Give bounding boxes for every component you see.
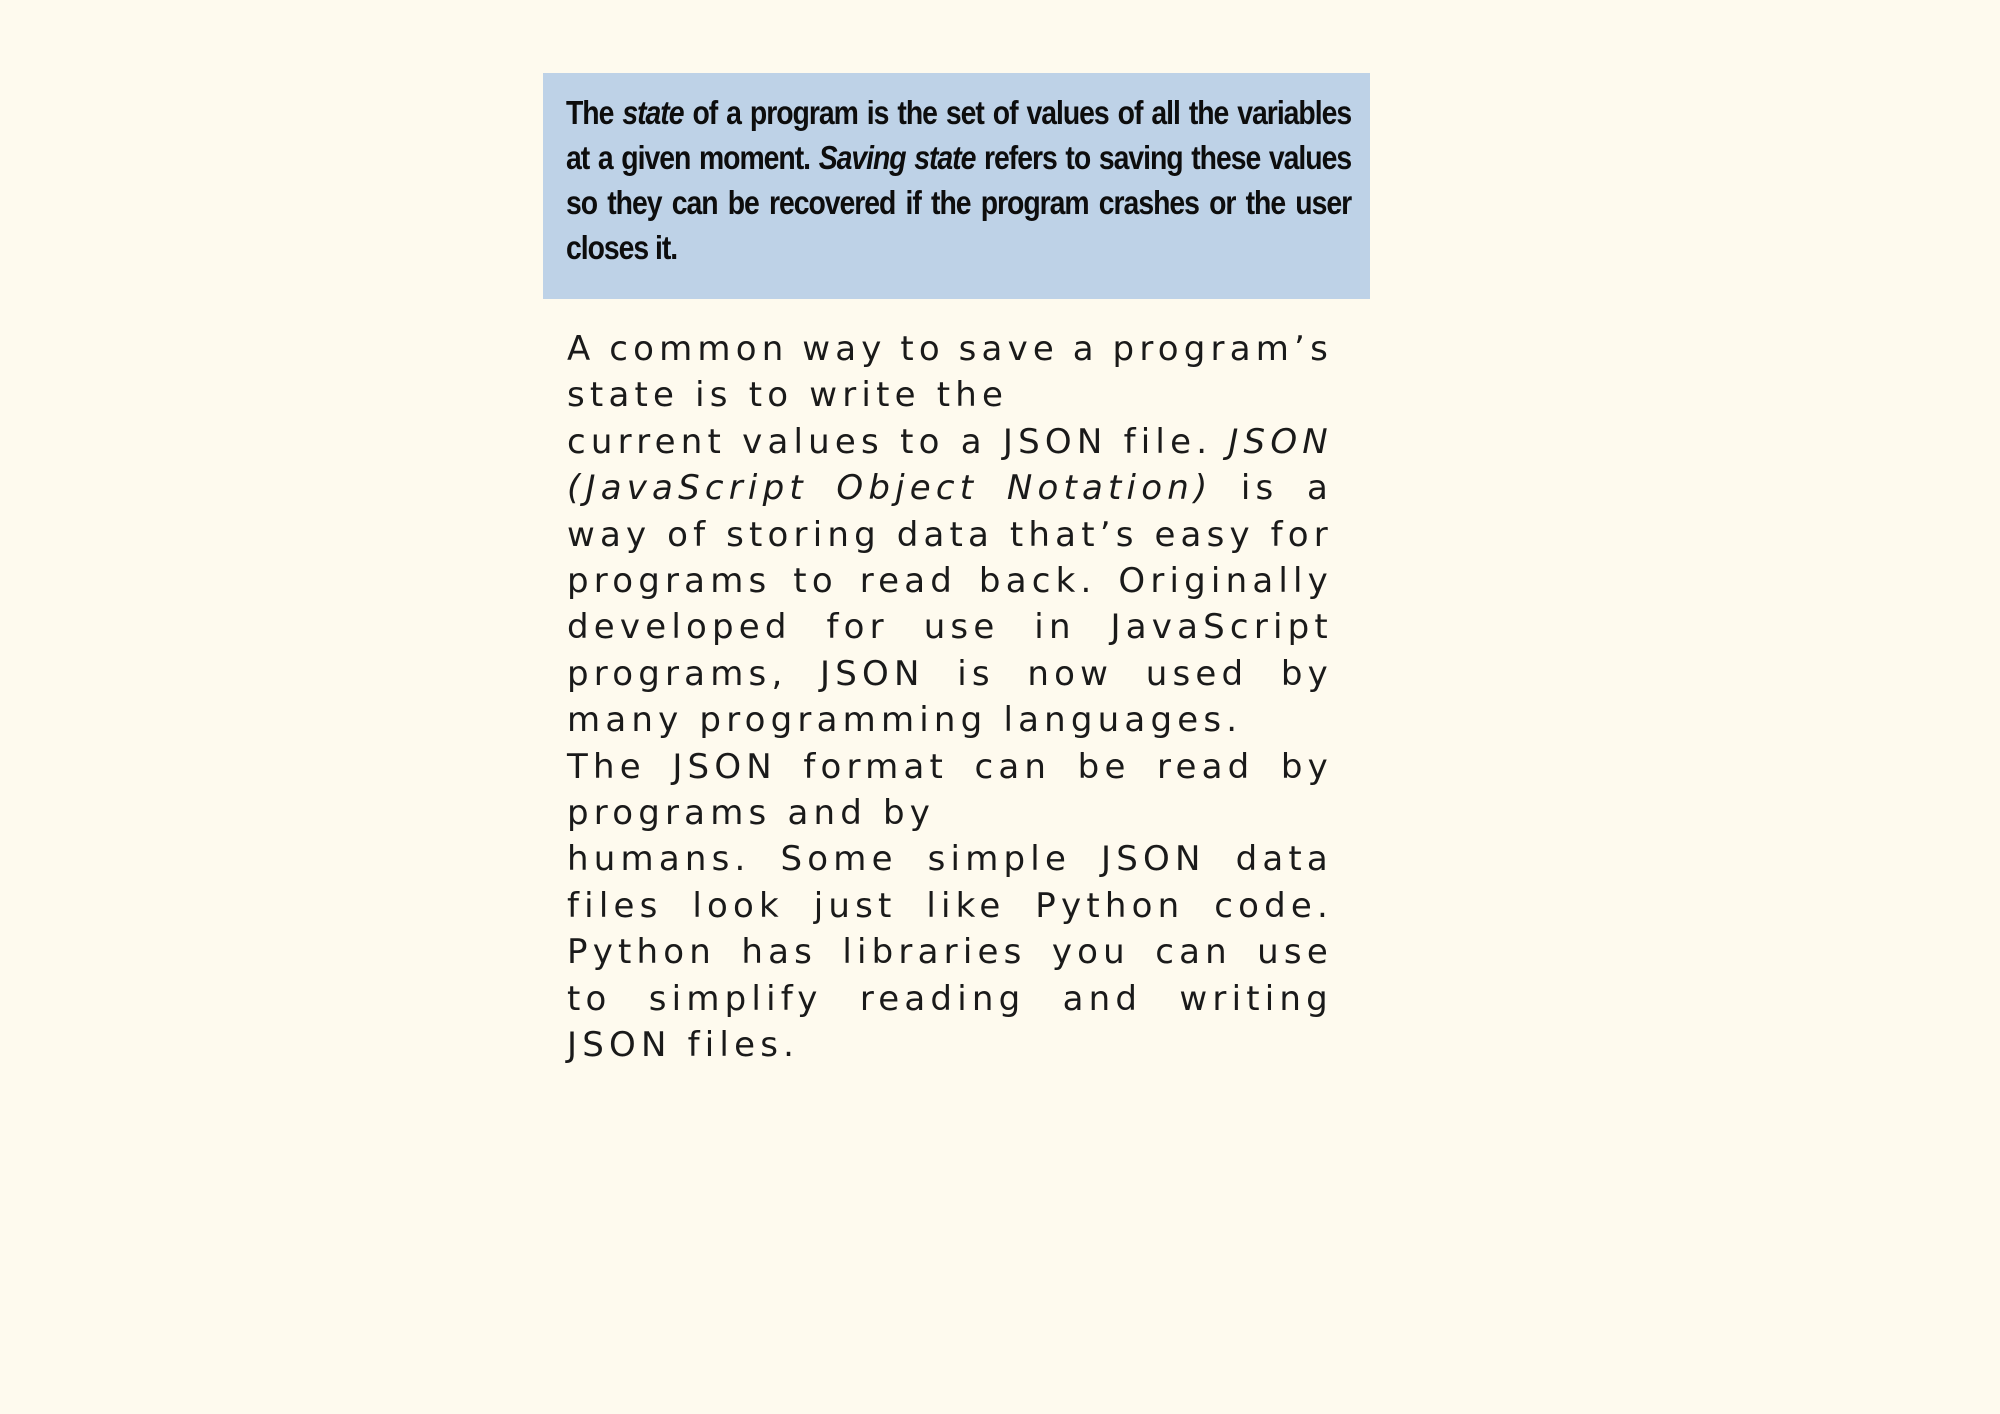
body-word: Python [567, 932, 717, 973]
body-word: common [609, 329, 789, 369]
definition-callout [543, 73, 1370, 299]
body-line-text: JSON files. [567, 1025, 800, 1066]
body-line [567, 604, 1333, 650]
body-word: simplify [648, 978, 823, 1019]
body-word: to [900, 421, 945, 462]
body-word: by [1280, 653, 1333, 694]
body-line [567, 744, 1333, 790]
body-word: JSON [820, 653, 925, 694]
body-line-text: many programming languages. [567, 700, 1243, 741]
body-word: now [1027, 653, 1114, 694]
body-word: for [826, 607, 889, 648]
body-word: The [567, 746, 646, 787]
body-line [567, 790, 1333, 836]
body-word: developed [567, 607, 792, 648]
callout-text-part: refers to saving these values so they can be recovered if the program crashes or the user closes it. [566, 139, 1352, 266]
body-word: save [958, 329, 1060, 369]
body-line [567, 651, 1333, 697]
body-word: can [1155, 932, 1232, 973]
body-line [567, 976, 1333, 1022]
body-word: reading [859, 978, 1026, 1019]
body-line [567, 697, 1333, 743]
body-line [567, 836, 1333, 882]
body-word: by [1280, 746, 1333, 787]
body-word: that’s [1009, 514, 1139, 555]
body-word: and [1062, 978, 1143, 1019]
body-word: program’s [1112, 329, 1333, 369]
body-word: Originally [1118, 561, 1333, 602]
body-word: data [1235, 839, 1333, 880]
body-word: of [667, 514, 711, 555]
body-word: code. [1214, 885, 1333, 926]
body-word: programs [567, 561, 772, 602]
callout-text-part: The [566, 94, 623, 131]
body-line [567, 1022, 1333, 1068]
body-line-text: programs and by [567, 793, 936, 834]
body-word: to [900, 329, 945, 369]
body-word: simple [927, 839, 1072, 880]
body-word: humans. [567, 839, 751, 880]
body-word: use [1257, 932, 1333, 973]
body-word: JSON [672, 746, 777, 787]
body-line [567, 372, 1333, 418]
body-word: a [1072, 329, 1099, 369]
body-word: way [567, 514, 652, 555]
body-word: A [567, 329, 596, 369]
body-word: a [1306, 468, 1333, 509]
body-word: way [802, 329, 887, 369]
body-word: is [1240, 468, 1279, 509]
body-word: writing [1179, 978, 1333, 1019]
body-word: file. [1123, 421, 1213, 462]
body-line [567, 419, 1333, 465]
body-word: back. [978, 561, 1097, 602]
body-word: a [960, 421, 987, 462]
body-word: format [803, 746, 949, 787]
body-word: look [692, 885, 784, 926]
body-word: use [923, 607, 1000, 648]
body-line [567, 512, 1333, 558]
body-word: just [813, 885, 897, 926]
body-line [567, 326, 1333, 372]
body-word: in [1034, 607, 1076, 648]
body-word: values [742, 421, 884, 462]
body-word: be [1077, 746, 1131, 787]
body-word: libraries [842, 932, 1027, 973]
body-word: current [567, 421, 727, 462]
body-word: programs, [567, 653, 788, 694]
callout-text-part: of a program is the set of values of all the variables at a given moment. [566, 94, 1352, 176]
body-line [567, 929, 1333, 975]
body-word: used [1145, 653, 1249, 694]
body-word: read [859, 561, 958, 602]
body-word: easy [1154, 514, 1255, 555]
callout-text [566, 90, 1351, 270]
body-word: Some [780, 839, 898, 880]
body-word: read [1157, 746, 1255, 787]
body-term-json: JSON [1228, 421, 1333, 462]
body-paragraphs [567, 326, 1333, 1069]
body-word: JSON [1002, 421, 1108, 462]
body-word: you [1051, 932, 1130, 973]
body-line-text: state is to write the [567, 375, 1009, 416]
body-word: is [957, 653, 995, 694]
body-word: data [896, 514, 995, 555]
body-word: has [741, 932, 818, 973]
body-word: Object [836, 468, 979, 509]
body-line [567, 883, 1333, 929]
body-word: to [793, 561, 838, 602]
callout-term-saving-state: Saving state [818, 139, 976, 176]
body-word: JSON [1101, 839, 1206, 880]
body-word: JavaScript [1110, 607, 1333, 648]
body-word: can [974, 746, 1052, 787]
body-word: files [567, 885, 663, 926]
body-word: for [1270, 514, 1333, 555]
body-line [567, 465, 1333, 511]
body-word: Python [1035, 885, 1185, 926]
body-word: like [926, 885, 1006, 926]
body-word: to [567, 978, 612, 1019]
body-word: (JavaScript [567, 468, 808, 509]
body-word: storing [726, 514, 881, 555]
body-word: Notation) [1006, 468, 1213, 509]
body-line [567, 558, 1333, 604]
callout-term-state: state [622, 94, 684, 131]
